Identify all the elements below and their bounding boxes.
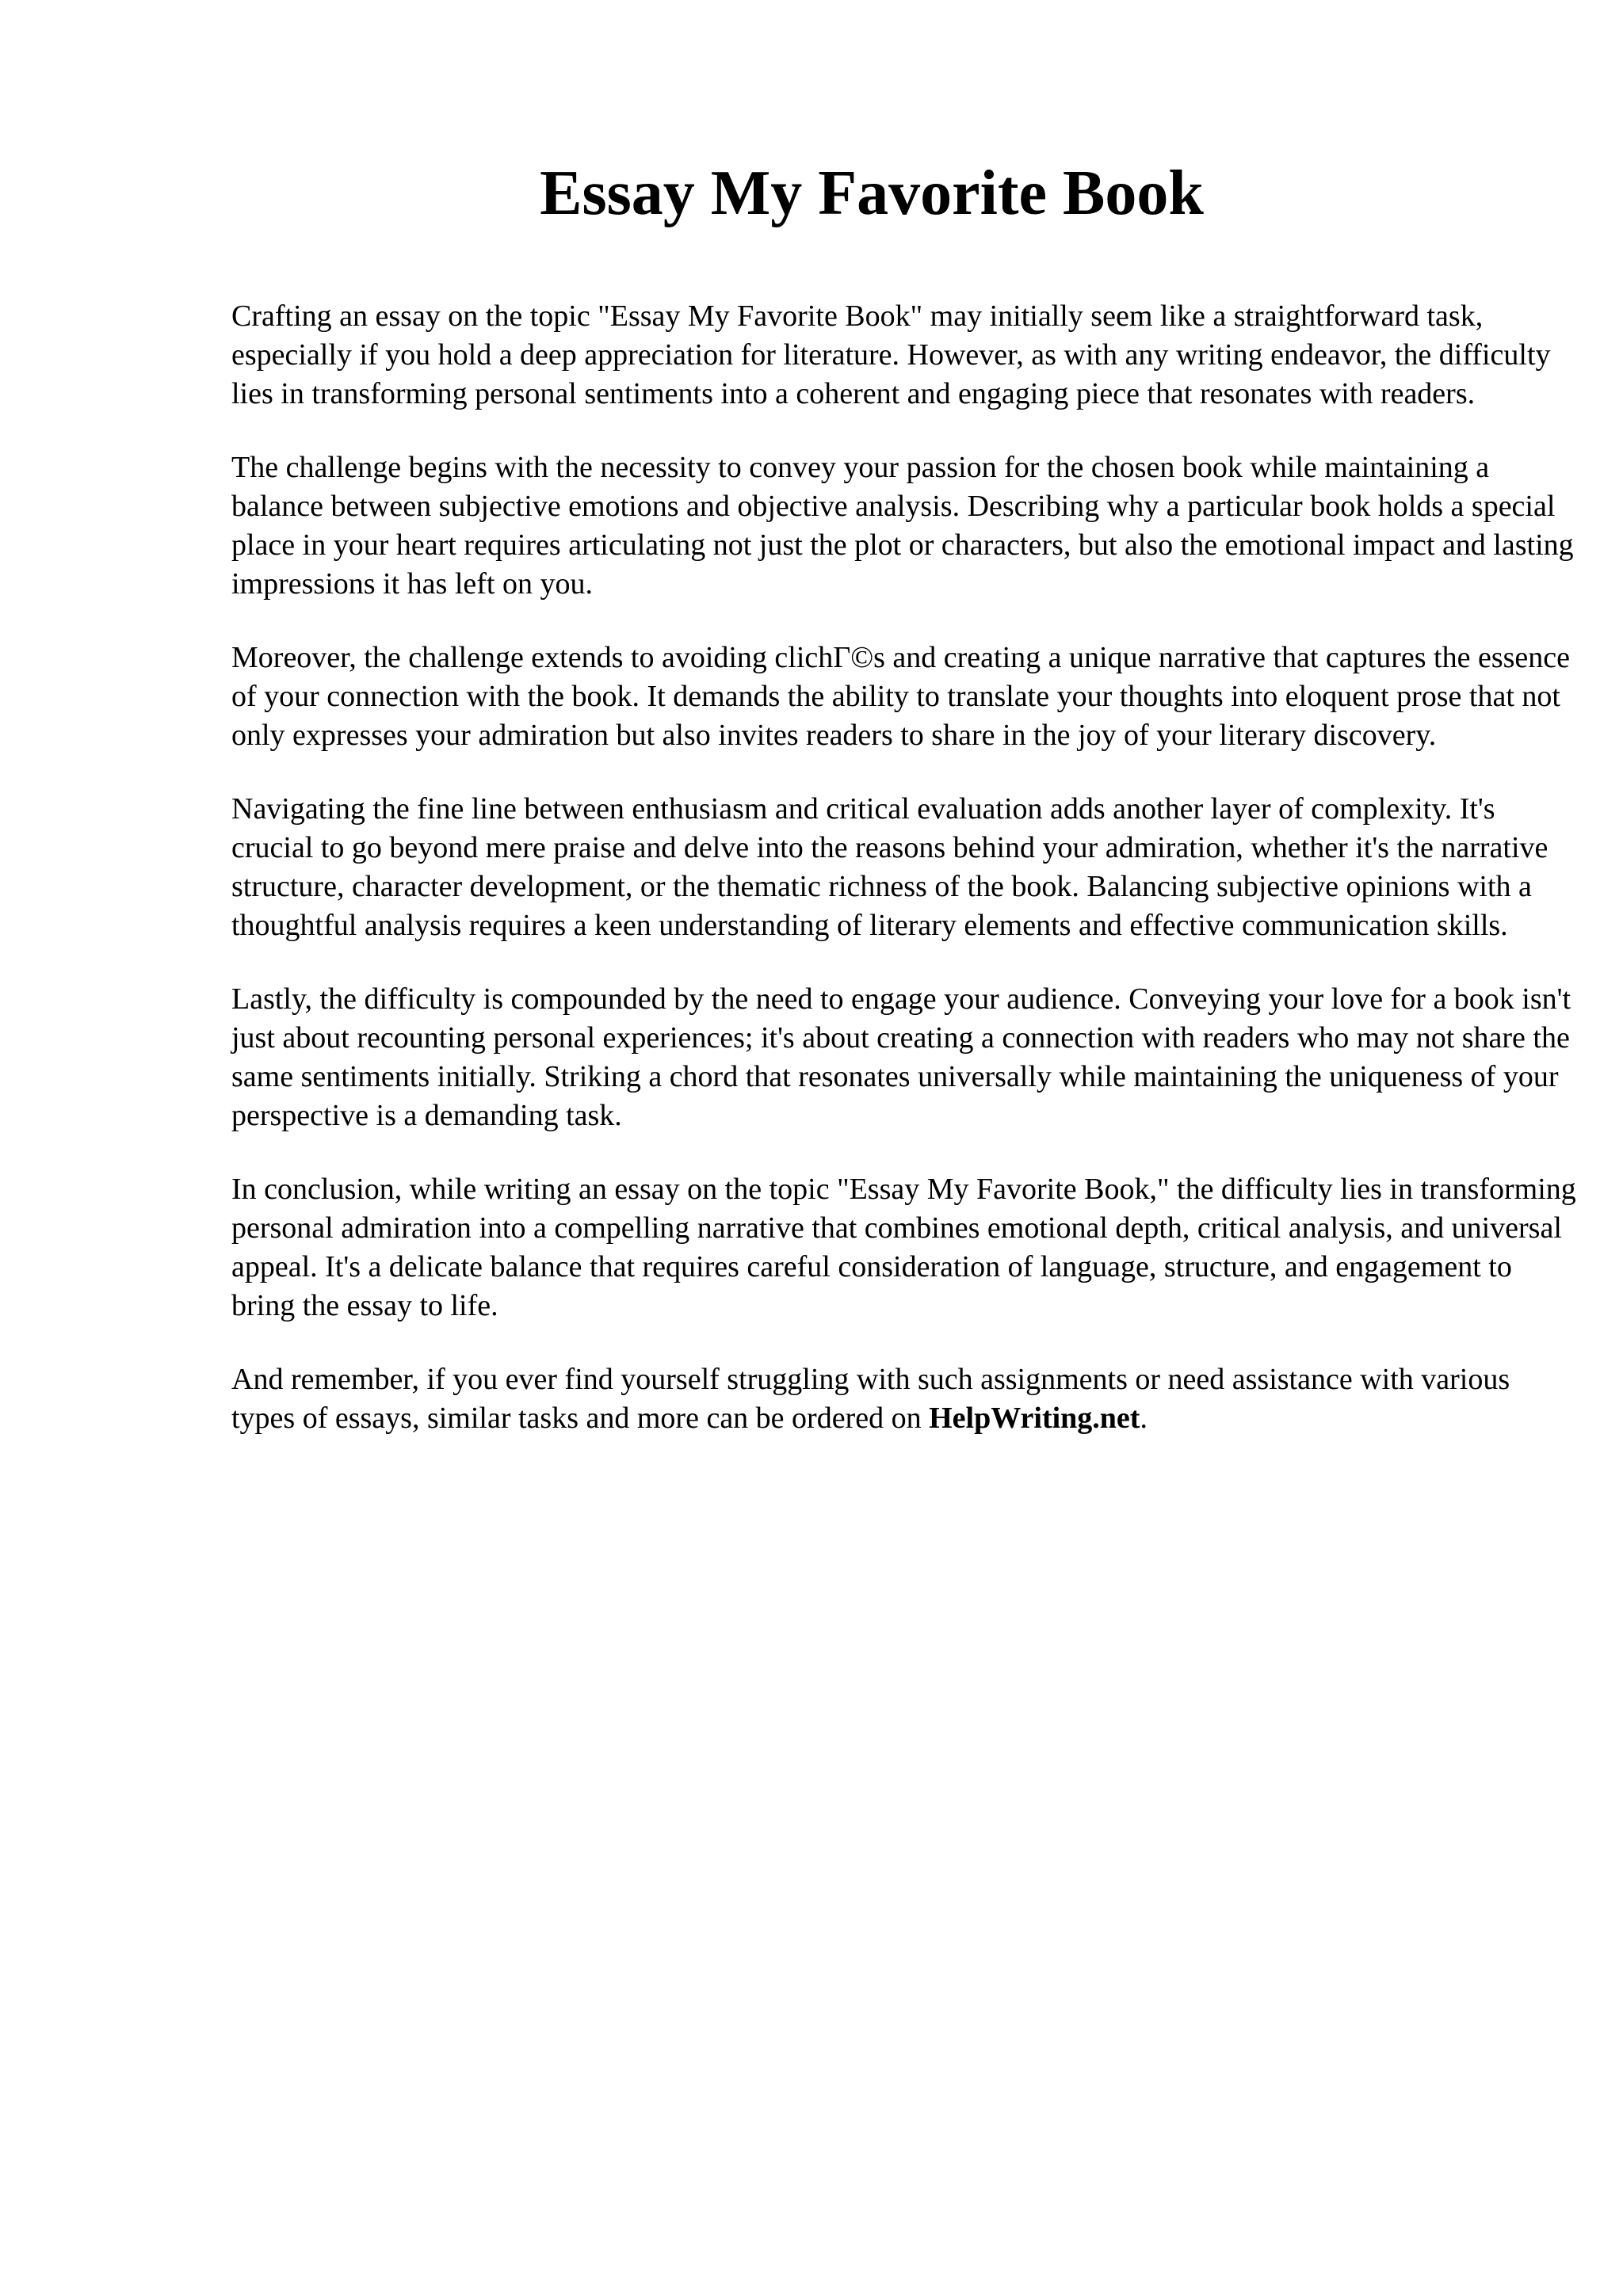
paragraph-6: In conclusion, while writing an essay on the topic "Essay My Favorite Book," the difficulty lies in transforming personal admiration into a compelling narrative that combines emotional depth, critical analysis, and universal appeal. It's a delicate balance that requires careful consideration of language, structure, and engagement to bring the essay to life. <box>231 1173 1576 1322</box>
essay-body <box>231 297 1579 1473</box>
paragraph-4: Navigating the fine line between enthusiasm and critical evaluation adds another layer of complexity. It's crucial to go beyond mere praise and delve into the reasons behind your admiration, whether it's the narrative structure, character development, or the thematic richness of the book. Balancing subjective opinions with a thoughtful analysis requires a keen understanding of literary elements and effective communication skills. <box>231 792 1549 942</box>
paragraph-5: Lastly, the difficulty is compounded by the need to engage your audience. Conveying your love for a book isn't just about recounting personal experiences; it's about creating a connection with readers who may not share the same sentiments initially. Striking a chord that resonates universally while maintaining the uniqueness of your perspective is a demanding task. <box>231 982 1571 1132</box>
paragraph-1: Crafting an essay on the topic "Essay My Favorite Book" may initially seem like a straightforward task, especially if you hold a deep appreciation for literature. However, as with any writing endeavor, the difficulty lies in transforming personal sentiments into a coherent and engaging piece that resonates with readers. <box>231 299 1551 410</box>
helpwriting-link[interactable]: HelpWriting.net <box>929 1402 1140 1435</box>
paragraph-2: The challenge begins with the necessity to convey your passion for the chosen book while maintaining a balance between subjective emotions and objective analysis. Describing why a particular book holds a special place in your heart requires articulating not just the plot or characters, but also the emotional impact and lasting impressions it has left on you. <box>231 451 1574 601</box>
page-title: Essay My Favorite Book <box>540 158 1204 228</box>
closing-text: And remember, if you ever find yourself struggling with such assignments or need assistance with various types of essays, similar tasks and more can be ordered on <box>231 1363 1510 1435</box>
paragraph-3: Moreover, the challenge extends to avoiding clichГ©s and creating a unique narrative that captures the essence of your connection with the book. It demands the ability to translate your thoughts into eloquent prose that not only expresses your admiration but also invites readers to share in the joy of your literary discovery. <box>231 641 1570 752</box>
closing-paragraph <box>231 1360 1579 1438</box>
closing-period: . <box>1140 1402 1148 1435</box>
